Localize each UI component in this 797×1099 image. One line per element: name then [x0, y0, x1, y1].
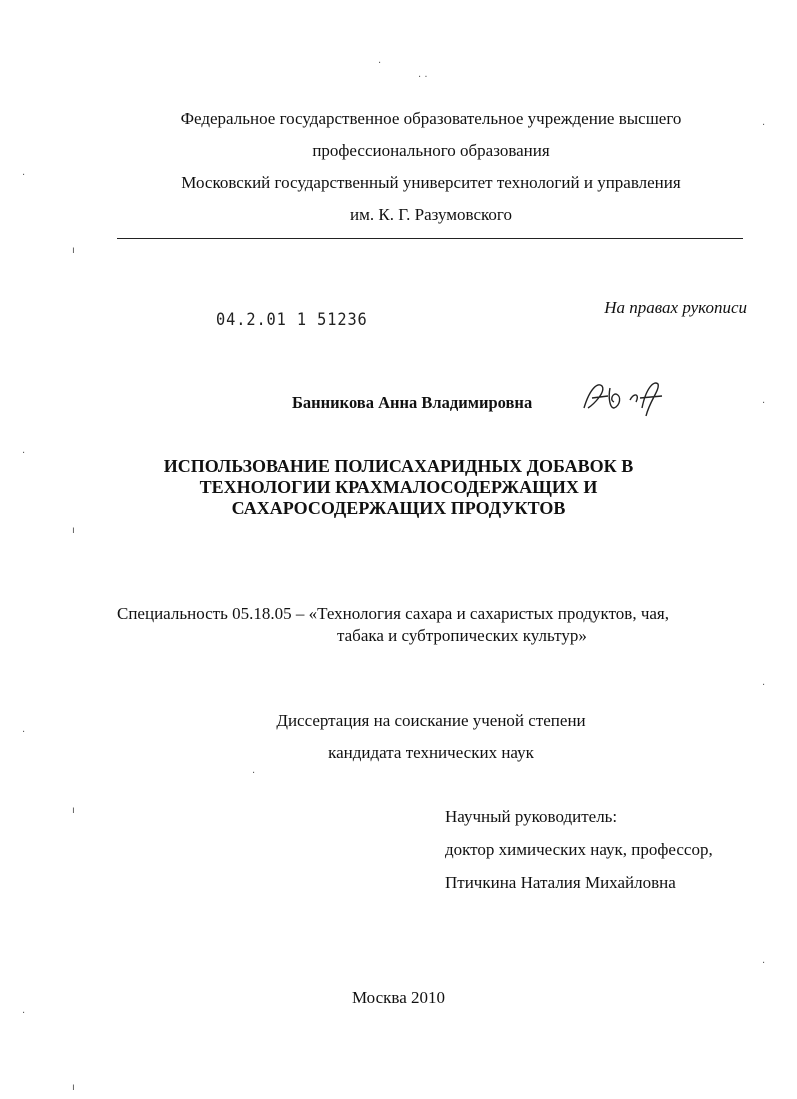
supervisor-degree: доктор химических наук, профессор,: [445, 840, 713, 859]
degree-line: кандидата технических наук: [328, 743, 534, 762]
specialty-line: табака и субтропических культур»: [337, 626, 587, 645]
degree-line: Диссертация на соискание ученой степени: [276, 711, 586, 730]
scan-speck: ·: [22, 1008, 26, 1019]
scan-speck: ·: [22, 170, 26, 181]
header-line: профессионального образования: [312, 141, 550, 160]
supervisor-block: [445, 800, 713, 899]
specialty: [117, 603, 757, 647]
supervisor-label: Научный руководитель:: [445, 807, 618, 826]
city-year: Москва 2010: [351, 988, 446, 1007]
scan-speck: ı: [72, 525, 75, 536]
scan-speck: ·: [22, 448, 26, 459]
scan-speck: ·: [252, 768, 256, 779]
header-divider: [117, 238, 743, 239]
library-stamp: 04.2.01 1 51236: [216, 310, 368, 330]
dissertation-title: [0, 456, 797, 519]
author-name: Банникова Анна Владимировна: [292, 393, 533, 412]
scan-speck: · ·: [418, 72, 428, 83]
scan-speck: ı: [72, 805, 75, 816]
title-line: САХАРОСОДЕРЖАЩИХ ПРОДУКТОВ: [231, 498, 566, 518]
title-line: ИСПОЛЬЗОВАНИЕ ПОЛИСАХАРИДНЫХ ДОБАВОК В: [163, 456, 634, 476]
institution-header: [100, 103, 762, 231]
specialty-line: Специальность 05.18.05 – «Технология сахара и сахаристых продуктов, чая,: [117, 604, 669, 623]
scan-speck: ·: [22, 727, 26, 738]
header-line: им. К. Г. Разумовского: [350, 205, 512, 224]
scan-speck: ·: [762, 120, 766, 131]
scan-speck: ·: [378, 58, 382, 69]
scan-speck: ı: [72, 245, 75, 256]
author-signature: [580, 378, 670, 418]
scan-speck: ·: [762, 398, 766, 409]
scan-speck: ı: [72, 1082, 75, 1093]
scan-speck: ·: [762, 680, 766, 691]
degree-statement: [100, 705, 762, 769]
scan-speck: ·: [762, 958, 766, 969]
header-line: Московский государственный университет технологий и управления: [181, 173, 681, 192]
rights-note: На правах рукописи: [604, 298, 747, 317]
title-line: ТЕХНОЛОГИИ КРАХМАЛОСОДЕРЖАЩИХ И: [199, 477, 598, 497]
supervisor-name: Птичкина Наталия Михайловна: [445, 873, 676, 892]
header-line: Федеральное государственное образовательное учреждение высшего: [180, 109, 682, 128]
